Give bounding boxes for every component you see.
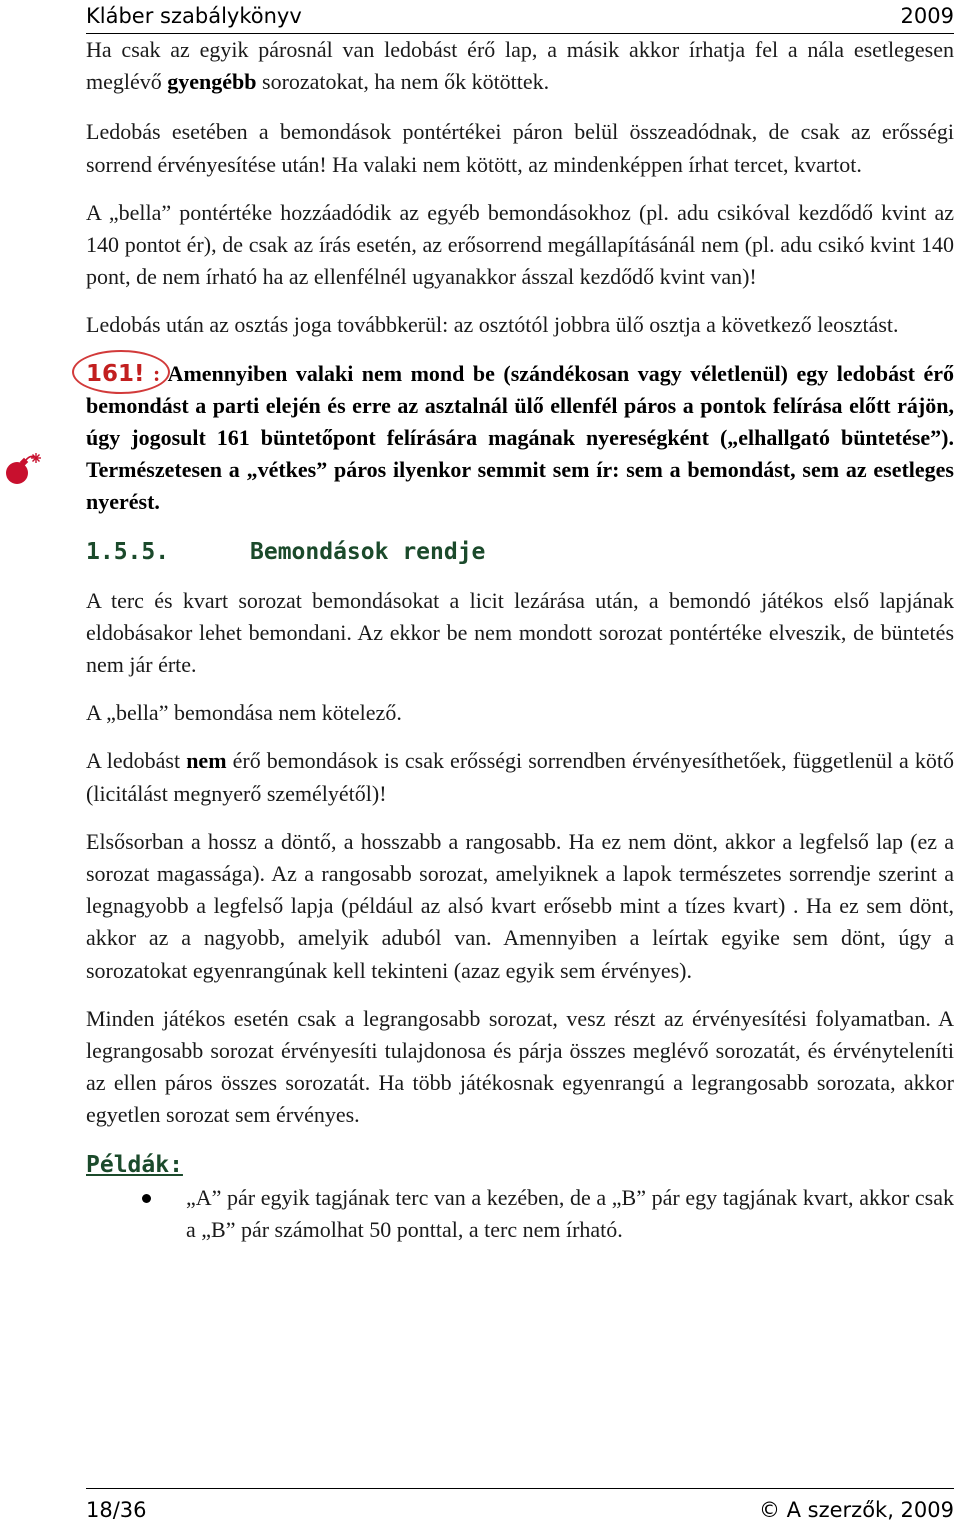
examples-title: Példák: — [86, 1151, 183, 1178]
section-number: 1.5.5. — [86, 538, 170, 565]
rule-number: 161! — [86, 360, 145, 387]
paragraph-2: Ledobás esetében a bemondások pontértékei páron belül összeadódnak, de csak az erősségi sorrend érvényesítése után! Ha valaki nem kötött, az mindenképpen írhat tercet, kvartot. — [86, 119, 954, 177]
section-heading — [86, 535, 954, 569]
bomb-icon — [4, 451, 44, 487]
paragraph-1: Ha csak az egyik párosnál van ledobást érő lap, a másik akkor írhatja fel a nála esetlegesen meglévő gyengébb sorozatokat, ha nem ők kötöttek. — [86, 37, 954, 95]
rule-text: Amennyiben valaki nem mond be (szándékosan vagy véletlenül) egy ledobást érő bemondást a parti elején és erre az asztalnál ülő ellenfél páros a pontok felírása előtt rájön, úgy jogosult 161 büntetőpont felírására magának nyereségként („elhallgató büntetése”). Természetesen a „vétkes” páros ilyenkor semmit sem ír: sem a bemondást, sem az esetleges nyerést. — [86, 360, 954, 515]
paragraph-4: Ledobás után az osztás joga továbbkerül: az osztótól jobbra ülő osztja a következő leosztást. — [86, 312, 899, 338]
section-paragraph-4: Elsősorban a hossz a döntő, a hosszabb a rangosabb. Ha ez nem dönt, akkor a legfelső lap (ez a sorozat magassága). Az a rangosabb sorozat, amelyiknek a lapok természetes sorrendje szerint a legnagyobb a legfelső lapja (például az alsó kvart erősebb mint a tízes kvart) . Ha ez sem dönt, akkor az a nagyobb, amelyik aduból van. Amennyiben a leírtak egyike sem dönt, úgy a sorozatokat egyenrangúnak kell tekinteni (azaz egyik sem érvényes). — [86, 828, 954, 983]
header-year: 2009 — [900, 4, 954, 28]
rule-colon: : — [144, 360, 168, 386]
examples-list — [86, 1182, 954, 1246]
section-paragraph-2: A „bella” bemondása nem kötelező. — [86, 700, 402, 726]
header-title: Kláber szabálykönyv — [86, 4, 302, 28]
page-footer — [86, 1498, 954, 1526]
section-title: Bemondások rendje — [250, 538, 486, 565]
emphasis-nem: nem — [186, 748, 227, 774]
list-item: „A” pár egyik tagjának terc van a kezében, de a „B” pár egy tagjának kvart, akkor csak a „B” pár számolhat 50 ponttal, a terc nem írható. — [86, 1182, 954, 1246]
section-paragraph-1: A terc és kvart sorozat bemondásokat a licit lezárása után, a bemondó játékos első lapjának eldobásakor lehet bemondani. Az ekkor be nem mondott sorozat pontértéke elveszik, de büntetés nem jár érte. — [86, 587, 954, 678]
page-header — [86, 4, 954, 30]
page-number: 18/36 — [86, 1498, 147, 1522]
section-paragraph-3: A ledobást nem érő bemondások is csak erősségi sorrendben érvényesíthetőek, függetlenül a kötő (licitálást megnyerő személyétől)! — [86, 748, 954, 806]
footer-divider — [86, 1488, 954, 1489]
paragraph-3: A „bella” pontértéke hozzáadódik az egyéb bemondásokhoz (pl. adu csikóval kezdődő kvint az 140 pontot ér), de csak az írás esetén, az erősorrend megállapításánál nem (pl. adu csikó kvint 140 pont, de nem írható ha az ellenfélnél ugyanakkor ásszal kezdődő kvint van)! — [86, 199, 954, 290]
copyright: © A szerzők, 2009 — [758, 1498, 954, 1522]
emphasis-gyengebb: gyengébb — [167, 69, 257, 95]
section-paragraph-5: Minden játékos esetén csak a legrangosabb sorozat, vesz részt az érvényesítési folyamatban. A legrangosabb sorozat érvényesíti tulajdonosa és párja összes meglévő sorozatát, és érvényteleníti az ellen páros összes sorozatát. Ha több játékosnak egyenrangú a legrangosabb sorozata, akkor egyetlen sorozat sem érvényes. — [86, 1005, 954, 1128]
bullet-icon — [142, 1194, 151, 1203]
document-body — [86, 34, 954, 1246]
rule-161 — [86, 358, 954, 519]
